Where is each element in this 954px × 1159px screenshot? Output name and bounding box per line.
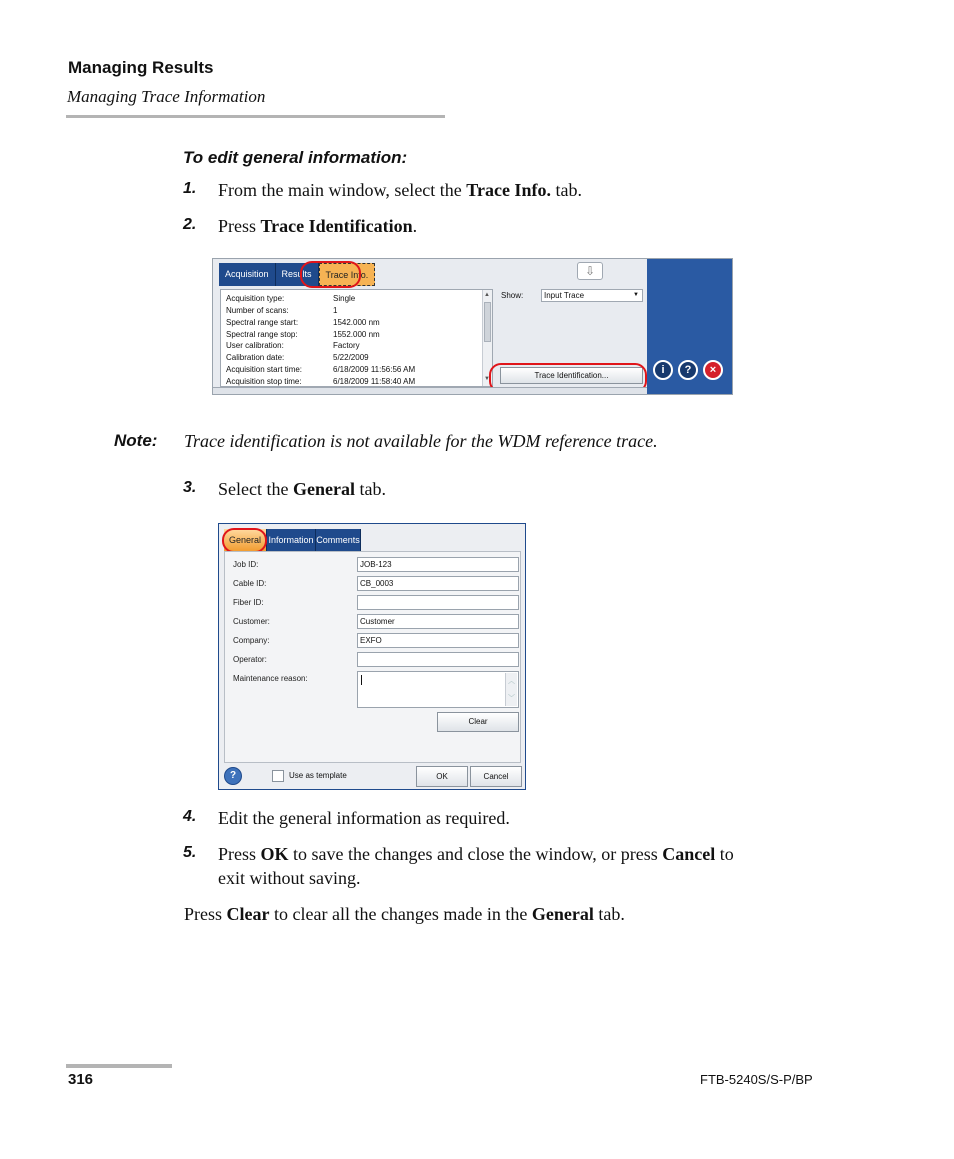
maintenance-reason-label: Maintenance reason: bbox=[233, 674, 308, 683]
section-title: Managing Results bbox=[68, 58, 214, 77]
fiber-id-label: Fiber ID: bbox=[233, 598, 264, 607]
tab-general[interactable]: General bbox=[224, 529, 267, 551]
info-label: Spectral range stop: bbox=[226, 330, 298, 339]
chevron-up-icon[interactable]: ︿ bbox=[508, 678, 515, 685]
step-text: From the main window, select the Trace Info. tab. bbox=[218, 180, 582, 200]
header-divider bbox=[66, 115, 445, 118]
show-label: Show: bbox=[501, 291, 524, 300]
info-label: Acquisition start time: bbox=[226, 365, 303, 374]
maintenance-reason-field[interactable] bbox=[357, 671, 519, 708]
step-text: Select the General tab. bbox=[218, 479, 386, 499]
cable-id-field[interactable]: CB_0003 bbox=[357, 576, 519, 591]
info-value: 6/18/2009 11:56:56 AM bbox=[333, 365, 416, 374]
tab-acquisition[interactable]: Acquisition bbox=[219, 263, 276, 286]
section-subtitle: Managing Trace Information bbox=[67, 87, 266, 106]
job-id-field[interactable]: JOB-123 bbox=[357, 557, 519, 572]
use-as-template-checkbox[interactable] bbox=[272, 770, 284, 782]
general-tab-highlight bbox=[222, 528, 267, 553]
product-model: FTB-5240S/S-P/BP bbox=[700, 1072, 813, 1087]
trace-identification-button[interactable]: Trace Identification... bbox=[500, 367, 643, 384]
close-icon[interactable]: × bbox=[703, 360, 723, 380]
use-as-template-label: Use as template bbox=[289, 771, 347, 780]
info-value: Single bbox=[333, 294, 356, 303]
chevron-down-icon[interactable]: ﹀ bbox=[508, 695, 515, 702]
dropdown-arrow-icon: ▼ bbox=[633, 292, 639, 298]
general-tab-screenshot bbox=[218, 523, 526, 790]
step-text: Edit the general information as required. bbox=[218, 808, 510, 828]
status-bar bbox=[213, 387, 647, 395]
tab-information[interactable]: Information bbox=[267, 529, 316, 551]
operator-label: Operator: bbox=[233, 655, 267, 664]
info-label: Acquisition stop time: bbox=[226, 377, 302, 386]
tab-results[interactable]: Results bbox=[276, 263, 319, 286]
clear-button[interactable]: Clear bbox=[437, 712, 519, 732]
cancel-button[interactable]: Cancel bbox=[470, 766, 522, 787]
procedure-title: To edit general information: bbox=[183, 148, 408, 167]
page-number: 316 bbox=[68, 1071, 94, 1088]
trace-info-list bbox=[220, 289, 493, 387]
info-icon[interactable]: i bbox=[653, 360, 673, 380]
info-label: User calibration: bbox=[226, 341, 284, 350]
help-icon[interactable]: ? bbox=[224, 767, 242, 785]
step-text: Press OK to save the changes and close the window, or press Cancel to exit without saving. bbox=[218, 844, 734, 888]
step-number: 1. bbox=[183, 180, 197, 197]
fiber-id-field[interactable] bbox=[357, 595, 519, 610]
trace-info-screenshot bbox=[212, 258, 733, 395]
general-form bbox=[224, 551, 521, 763]
info-value: 1 bbox=[333, 306, 338, 315]
operator-field[interactable] bbox=[357, 652, 519, 667]
scroll-down-icon[interactable]: ▼ bbox=[484, 376, 490, 382]
info-label: Spectral range start: bbox=[226, 318, 299, 327]
arrow-down-icon[interactable]: ⇩ bbox=[577, 262, 603, 280]
help-icon[interactable]: ? bbox=[678, 360, 698, 380]
step-number: 5. bbox=[183, 844, 197, 861]
company-label: Company: bbox=[233, 636, 270, 645]
note-text: Trace identification is not available for the WDM reference trace. bbox=[184, 431, 658, 451]
ok-button[interactable]: OK bbox=[416, 766, 468, 787]
step-number: 2. bbox=[183, 216, 197, 233]
tab-trace-info[interactable]: Trace Info. bbox=[319, 263, 376, 286]
info-label: Number of scans: bbox=[226, 306, 289, 315]
trace-info-highlight bbox=[300, 261, 361, 288]
textarea-scrollbar[interactable] bbox=[505, 673, 517, 706]
closing-paragraph: Press Clear to clear all the changes made in the General tab. bbox=[184, 904, 625, 924]
info-label: Acquisition type: bbox=[226, 294, 285, 303]
job-id-label: Job ID: bbox=[233, 560, 259, 569]
company-field[interactable]: EXFO bbox=[357, 633, 519, 648]
info-label: Calibration date: bbox=[226, 353, 285, 362]
tab-comments[interactable]: Comments bbox=[316, 529, 361, 551]
step-number: 4. bbox=[183, 808, 197, 825]
side-panel bbox=[647, 259, 733, 395]
cable-id-label: Cable ID: bbox=[233, 579, 267, 588]
info-value: 1552.000 nm bbox=[333, 330, 380, 339]
footer-divider bbox=[66, 1064, 172, 1068]
info-value: 1542.000 nm bbox=[333, 318, 380, 327]
info-value: Factory bbox=[333, 341, 360, 350]
scroll-thumb[interactable] bbox=[484, 302, 491, 342]
step-number: 3. bbox=[183, 479, 197, 496]
text-cursor bbox=[361, 675, 362, 685]
info-value: 5/22/2009 bbox=[333, 353, 369, 362]
info-value: 6/18/2009 11:58:40 AM bbox=[333, 377, 416, 386]
step-text: Press Trace Identification. bbox=[218, 216, 418, 236]
scroll-up-icon[interactable]: ▲ bbox=[484, 292, 490, 298]
note-label: Note: bbox=[114, 431, 158, 450]
customer-label: Customer: bbox=[233, 617, 270, 626]
show-select[interactable]: Input Trace ▼ bbox=[541, 289, 643, 302]
customer-field[interactable]: Customer bbox=[357, 614, 519, 629]
